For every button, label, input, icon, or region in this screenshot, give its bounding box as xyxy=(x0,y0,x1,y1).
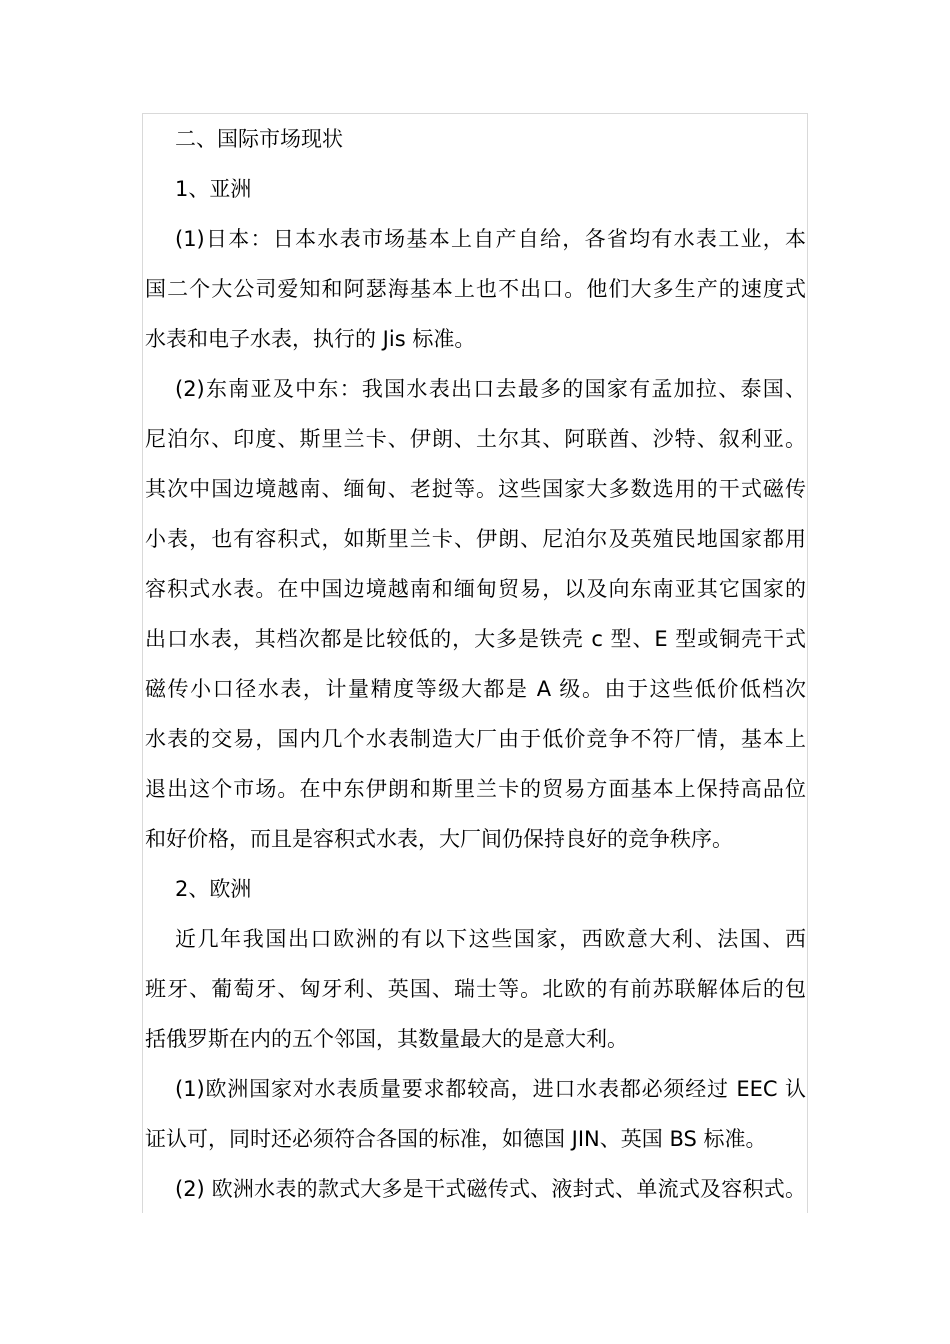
paragraph-line: (1)日本：日本水表市场基本上自产自给，各省均有水表工业，本 xyxy=(175,227,806,251)
subsection-heading-europe: 2、欧洲 xyxy=(175,877,252,901)
paragraph-line: 容积式水表。在中国边境越南和缅甸贸易，以及向东南亚其它国家的 xyxy=(145,577,806,601)
paragraph-line: 班牙、葡萄牙、匈牙利、英国、瑞士等。北欧的有前苏联解体后的包 xyxy=(145,977,806,1001)
paragraph-line: 国二个大公司爱知和阿瑟海基本上也不出口。他们大多生产的速度式 xyxy=(145,277,806,301)
section-heading: 二、国际市场现状 xyxy=(175,127,343,151)
paragraph-line: 水表和电子水表，执行的 Jis 标准。 xyxy=(145,327,476,351)
paragraph-line: 近几年我国出口欧洲的有以下这些国家，西欧意大利、法国、西 xyxy=(175,927,806,951)
paragraph-line: (2)东南亚及中东：我国水表出口去最多的国家有孟加拉、泰国、 xyxy=(175,377,806,401)
paragraph-line: 水表的交易，国内几个水表制造大厂由于低价竞争不符厂情，基本上 xyxy=(145,727,806,751)
paragraph-line: 证认可，同时还必须符合各国的标准，如德国 JIN、英国 BS 标准。 xyxy=(145,1127,767,1151)
paragraph-line: 其次中国边境越南、缅甸、老挝等。这些国家大多数选用的干式磁传 xyxy=(145,477,806,501)
subsection-heading-asia: 1、亚洲 xyxy=(175,177,252,201)
paragraph-line: 磁传小口径水表，计量精度等级大都是 A 级。由于这些低价低档次 xyxy=(145,677,806,701)
document-body xyxy=(145,114,806,1214)
paragraph-line: 和好价格，而且是容积式水表，大厂间仍保持良好的竞争秩序。 xyxy=(145,827,733,851)
paragraph-line: 括俄罗斯在内的五个邻国，其数量最大的是意大利。 xyxy=(145,1027,628,1051)
paragraph-line: 出口水表，其档次都是比较低的，大多是铁壳 c 型、E 型或铜壳干式 xyxy=(145,627,806,651)
paragraph-line: 退出这个市场。在中东伊朗和斯里兰卡的贸易方面基本上保持高品位 xyxy=(145,777,806,801)
paragraph-line: (2) 欧洲水表的款式大多是干式磁传式、液封式、单流式及容积式。 xyxy=(175,1177,806,1201)
paragraph-line: 尼泊尔、印度、斯里兰卡、伊朗、土尔其、阿联酋、沙特、叙利亚。 xyxy=(145,427,806,451)
paragraph-line: 小表，也有容积式，如斯里兰卡、伊朗、尼泊尔及英殖民地国家都用 xyxy=(145,527,806,551)
paragraph-line: (1)欧洲国家对水表质量要求都较高，进口水表都必须经过 EEC 认 xyxy=(175,1077,806,1101)
